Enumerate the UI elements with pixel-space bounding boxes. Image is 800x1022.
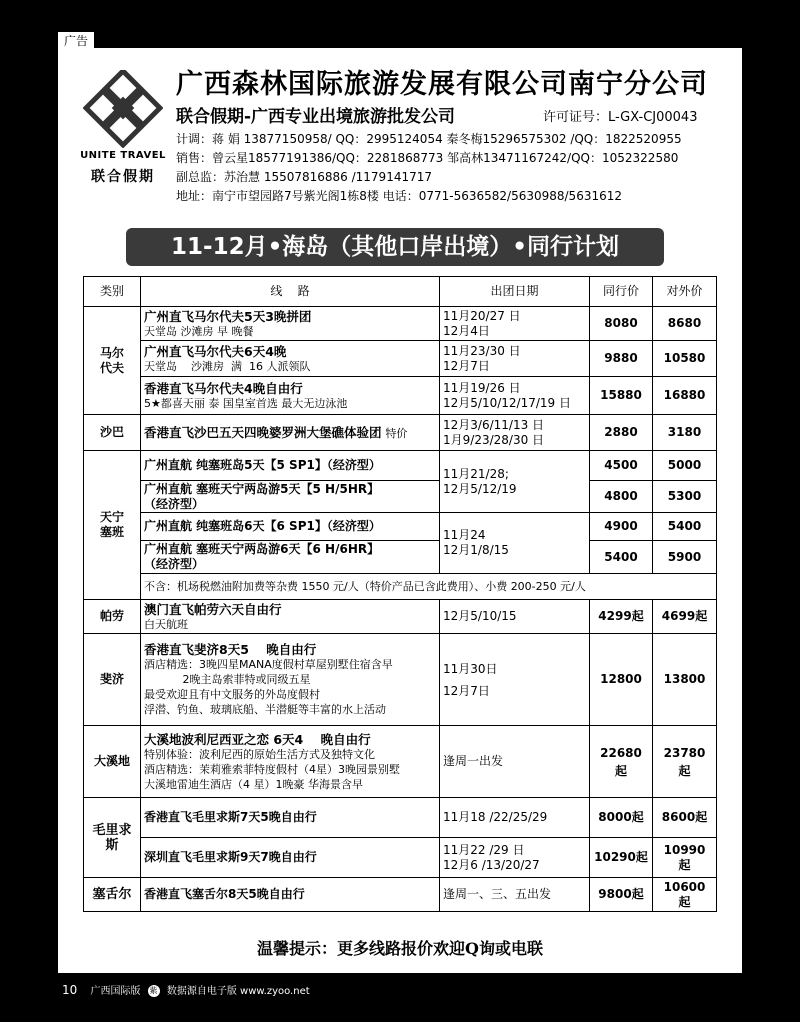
public-price: 5400 bbox=[653, 513, 717, 541]
category-tahiti: 大溪地 bbox=[84, 726, 141, 798]
table-row bbox=[84, 600, 717, 634]
public-price: 13800 bbox=[653, 634, 717, 726]
peer-price: 12800 bbox=[590, 634, 653, 726]
departure-dates: 逢周一出发 bbox=[440, 726, 590, 798]
route-title: 深圳直飞毛里求斯9天7晚自由行 bbox=[141, 838, 440, 878]
table-row bbox=[84, 377, 717, 415]
peer-price: 4800 bbox=[590, 481, 653, 513]
peer-price: 8000起 bbox=[590, 798, 653, 838]
departure-dates: 11月18 /22/25/29 bbox=[440, 798, 590, 838]
route-title: 广州直飞马尔代夫6天4晚 bbox=[144, 343, 287, 359]
special-tag: 特价 bbox=[385, 426, 408, 440]
table-row bbox=[84, 307, 717, 341]
peer-price: 4500 bbox=[590, 451, 653, 481]
table-row bbox=[84, 513, 717, 541]
category-seychelles: 塞舌尔 bbox=[84, 878, 141, 912]
contact-line: 销售：曾云星18577191386/QQ：2281868773 邹高林13471167242/QQ：1052322580 bbox=[176, 151, 679, 165]
publication-badge-icon: 紫 bbox=[149, 986, 158, 995]
table-row bbox=[84, 878, 717, 912]
route-desc: 5★都喜天丽 泰 国皇室首选 最大无边泳池 bbox=[144, 396, 348, 410]
departure-dates: 11月23/30 日 12月7日 bbox=[440, 341, 590, 377]
route-desc: 酒店精选：3晚四星MANA度假村草屋别墅住宿含早 2晚主岛索菲特或同级五星 最受欢迎且有中文服务的外岛度假村 浮潜、钓鱼、玻璃底船、半潜艇等丰富的水上活动 bbox=[144, 658, 393, 716]
peer-price: 5400 bbox=[590, 541, 653, 574]
company-name: 广西森林国际旅游发展有限公司南宁分公司 bbox=[176, 69, 708, 100]
departure-dates: 11月19/26 日 12月5/10/12/17/19 日 bbox=[440, 377, 590, 415]
route-cell bbox=[141, 415, 440, 451]
table-row bbox=[84, 798, 717, 838]
peer-price: 9880 bbox=[590, 341, 653, 377]
route-title: 广州直航 纯塞班岛5天【5 SP1】（经济型） bbox=[141, 451, 440, 481]
peer-price: 8080 bbox=[590, 307, 653, 341]
peer-price: 4900 bbox=[590, 513, 653, 541]
peer-price: 22680 起 bbox=[590, 726, 653, 798]
public-price: 5300 bbox=[653, 481, 717, 513]
table-row bbox=[84, 574, 717, 600]
logo-english-name: UNITE TRAVEL bbox=[80, 150, 166, 161]
endless-knot-icon bbox=[83, 70, 163, 148]
contact-line: 地址：南宁市望园路7号紫光阁1栋8楼 电话：0771-5636582/5630988/5631612 bbox=[176, 189, 623, 203]
page-footer bbox=[62, 982, 310, 997]
header-dates: 出团日期 bbox=[440, 277, 590, 307]
routes-table bbox=[83, 276, 717, 912]
category-maldives: 马尔 代夫 bbox=[84, 307, 141, 415]
route-title: 广州直航 塞班天宁两岛游6天【6 H/6HR】 （经济型） bbox=[141, 541, 440, 574]
departure-dates: 12月5/10/15 bbox=[440, 600, 590, 634]
header-public-price: 对外价 bbox=[653, 277, 717, 307]
category-tinian-saipan: 天宁 塞班 bbox=[84, 451, 141, 600]
route-cell bbox=[141, 307, 440, 341]
page-number: 10 bbox=[62, 983, 78, 997]
contact-line: 计调：蒋 娟 13877150958/ QQ：2995124054 秦冬梅15296575302 /QQ：1822520955 bbox=[176, 132, 682, 146]
route-desc: 白天航班 bbox=[144, 617, 188, 631]
peer-price: 9800起 bbox=[590, 878, 653, 912]
public-price: 16880 bbox=[653, 377, 717, 415]
fee-note: 不含：机场税燃油附加费等杂费 1550 元/人（特价产品已含此费用）、小费 200-250 元/人 bbox=[141, 574, 717, 600]
departure-dates: 11月21/28; 12月5/12/19 bbox=[440, 451, 590, 513]
license-number: 许可证号：L-GX-CJ00043 bbox=[543, 110, 698, 125]
route-cell bbox=[141, 341, 440, 377]
logo bbox=[68, 70, 178, 190]
table-header-row bbox=[84, 277, 717, 307]
footer-tip: 温馨提示：更多线路报价欢迎Q询或电联 bbox=[257, 939, 543, 958]
table-row bbox=[84, 838, 717, 878]
route-title: 香港直飞塞舌尔8天5晚自由行 bbox=[141, 878, 440, 912]
peer-price: 4299起 bbox=[590, 600, 653, 634]
route-cell bbox=[141, 377, 440, 415]
route-cell bbox=[141, 600, 440, 634]
table-row bbox=[84, 341, 717, 377]
route-desc: 天堂岛 沙滩房 满 16 人派领队 bbox=[144, 359, 311, 373]
route-title: 澳门直飞帕劳六天自由行 bbox=[144, 601, 282, 617]
table-row bbox=[84, 634, 717, 726]
departure-dates: 11月20/27 日 12月4日 bbox=[440, 307, 590, 341]
ad-tag: 广告 bbox=[58, 32, 94, 50]
departure-dates: 12月3/6/11/13 日 1月9/23/28/30 日 bbox=[440, 415, 590, 451]
table-row bbox=[84, 726, 717, 798]
public-price: 5900 bbox=[653, 541, 717, 574]
category-sabah: 沙巴 bbox=[84, 415, 141, 451]
public-price: 10580 bbox=[653, 341, 717, 377]
publication-name: 广西国际版 bbox=[90, 986, 141, 997]
public-price: 10600 起 bbox=[653, 878, 717, 912]
peer-price: 10290起 bbox=[590, 838, 653, 878]
route-cell bbox=[141, 634, 440, 726]
company-subtitle: 联合假期-广西专业出境旅游批发公司 bbox=[176, 107, 456, 127]
route-title: 香港直飞沙巴五天四晚婆罗洲大堡礁体验团 bbox=[144, 424, 382, 440]
contact-line: 副总监：苏治慧 15507816886 /1179141717 bbox=[176, 170, 433, 184]
public-price: 4699起 bbox=[653, 600, 717, 634]
public-price: 8600起 bbox=[653, 798, 717, 838]
website: 数据源自电子版 www.zyoo.net bbox=[166, 986, 310, 997]
logo-chinese-name: 联合假期 bbox=[91, 169, 155, 185]
peer-price: 2880 bbox=[590, 415, 653, 451]
header-route: 线 路 bbox=[141, 277, 440, 307]
public-price: 8680 bbox=[653, 307, 717, 341]
header-peer-price: 同行价 bbox=[590, 277, 653, 307]
route-title: 广州直航 纯塞班岛6天【6 SP1】（经济型） bbox=[141, 513, 440, 541]
public-price: 3180 bbox=[653, 415, 717, 451]
route-title: 香港直飞毛里求斯7天5晚自由行 bbox=[141, 798, 440, 838]
table-row bbox=[84, 541, 717, 574]
route-cell bbox=[141, 726, 440, 798]
category-palau: 帕劳 bbox=[84, 600, 141, 634]
route-desc: 特别体验：波利尼西的原始生活方式及独特文化 酒店精选：茉莉雅索菲特度假村（4星）3晚园景别墅 大溪地雷迪生酒店（4 星）1晚豪 华海景含早 bbox=[144, 747, 400, 791]
public-price: 10990 起 bbox=[653, 838, 717, 878]
public-price: 23780 起 bbox=[653, 726, 717, 798]
departure-dates: 11月22 /29 日 12月6 /13/20/27 bbox=[440, 838, 590, 878]
category-mauritius: 毛里求斯 bbox=[84, 798, 141, 878]
header-category: 类别 bbox=[84, 277, 141, 307]
public-price: 5000 bbox=[653, 451, 717, 481]
page bbox=[58, 48, 742, 973]
route-desc: 天堂岛 沙滩房 早 晚餐 bbox=[144, 324, 254, 338]
departure-dates: 逢周一、三、五出发 bbox=[440, 878, 590, 912]
route-title: 广州直飞马尔代夫5天3晚拼团 bbox=[144, 308, 312, 324]
route-title: 广州直航 塞班天宁两岛游5天【5 H/5HR】 （经济型） bbox=[141, 481, 440, 513]
departure-dates: 11月24 12月1/8/15 bbox=[440, 513, 590, 574]
route-title: 大溪地波利尼西亚之恋 6天4 晚自由行 bbox=[144, 731, 371, 747]
route-title: 香港直飞斐济8天5 晚自由行 bbox=[144, 642, 317, 657]
header bbox=[58, 48, 742, 208]
peer-price: 15880 bbox=[590, 377, 653, 415]
category-fiji: 斐济 bbox=[84, 634, 141, 726]
route-title: 香港直飞马尔代夫4晚自由行 bbox=[144, 380, 303, 396]
table-row bbox=[84, 481, 717, 513]
plan-banner: 11-12月•海岛（其他口岸出境）•同行计划 bbox=[126, 228, 664, 266]
table-row bbox=[84, 451, 717, 481]
departure-dates: 11月30日 12月7日 bbox=[440, 634, 590, 726]
table-row bbox=[84, 415, 717, 451]
